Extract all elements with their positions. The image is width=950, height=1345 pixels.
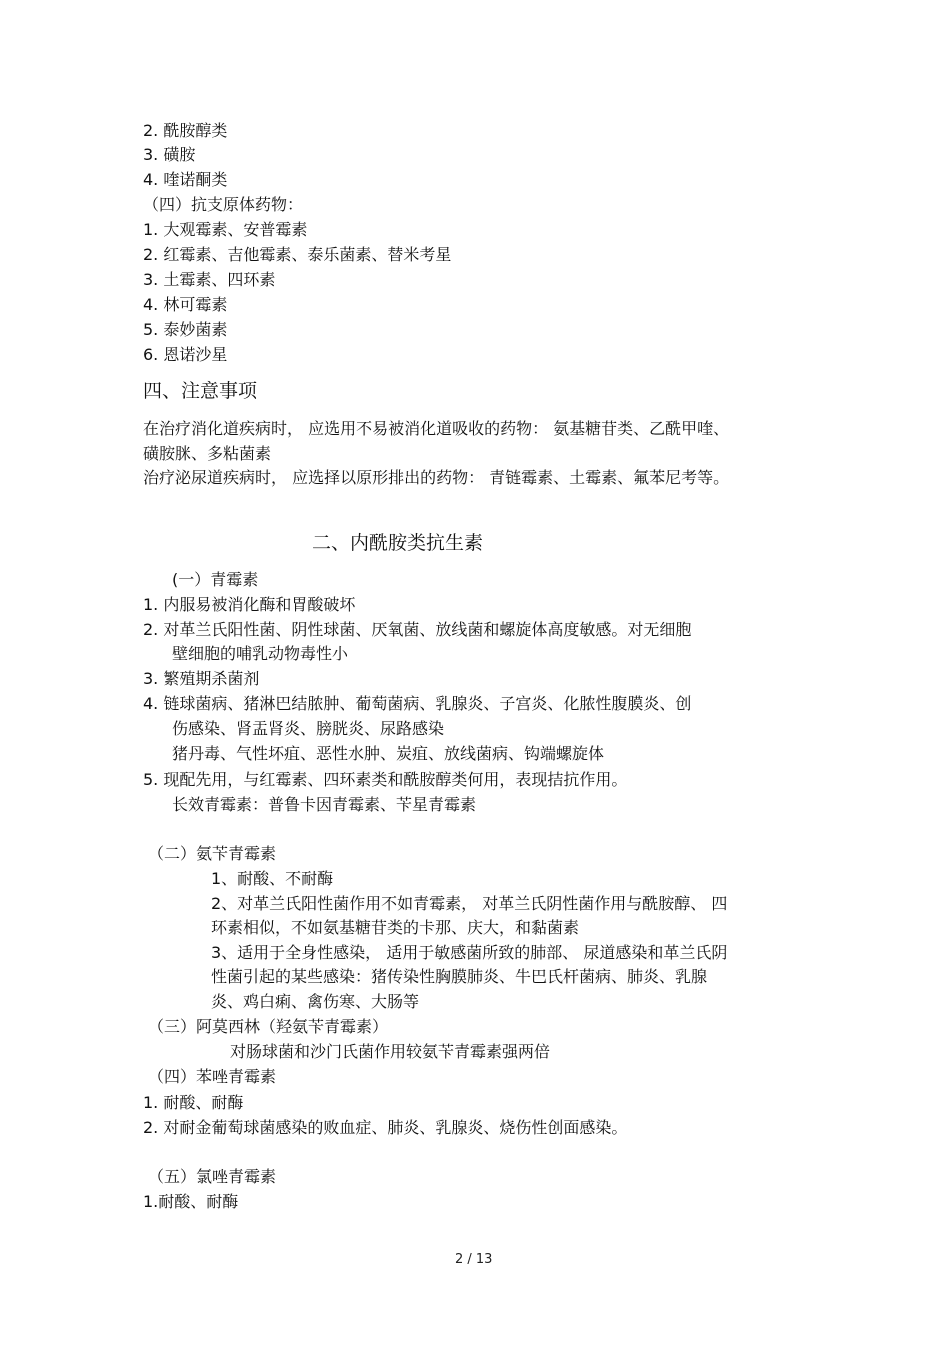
subsection-title: （四）抗支原体药物： [143, 195, 304, 214]
list-item: 5. 现配先用，与红霉素、四环素类和酰胺醇类何用，表现拮抗作用。 [143, 770, 628, 789]
list-item: 2. 对耐金葡萄球菌感染的败血症、肺炎、乳腺炎、烧伤性创面感染。 [143, 1118, 628, 1137]
note-line: 磺胺脒、多粘菌素 [143, 444, 272, 463]
subsection-title: （五）氯唑青霉素 [148, 1167, 277, 1186]
list-item: 2. 酰胺醇类 [143, 121, 228, 140]
list-item-continuation: 伤感染、肾盂肾炎、膀胱炎、尿路感染 [172, 719, 445, 738]
list-item: 4. 林可霉素 [143, 295, 228, 314]
list-item: 2. 红霉素、吉他霉素、泰乐菌素、替米考星 [143, 245, 452, 264]
list-item: 3. 磺胺 [143, 145, 196, 164]
list-item: 2. 对革兰氏阳性菌、阴性球菌、厌氧菌、放线菌和螺旋体高度敏感。对无细胞 [143, 620, 692, 639]
list-item: 1、耐酸、不耐酶 [211, 869, 334, 888]
list-item-continuation: 壁细胞的哺乳动物毒性小 [172, 644, 349, 663]
list-item: 3. 土霉素、四环素 [143, 270, 276, 289]
list-item: 3. 繁殖期杀菌剂 [143, 669, 260, 688]
list-item-continuation: 猪丹毒、气性坏疽、恶性水肿、炭疽、放线菌病、钩端螺旋体 [172, 744, 605, 763]
note-line: 治疗泌尿道疾病时， 应选择以原形排出的药物： 青链霉素、土霉素、氟苯尼考等。 [143, 468, 730, 487]
list-item: 1. 大观霉素、安普霉素 [143, 220, 308, 239]
subsection-title: （二）氨苄青霉素 [148, 844, 277, 863]
list-item: 1. 内服易被消化酶和胃酸破坏 [143, 595, 356, 614]
list-item: 4. 喹诺酮类 [143, 170, 228, 189]
page-number: 2 / 13 [455, 1252, 493, 1267]
list-item: 1.耐酸、耐酶 [143, 1192, 239, 1211]
list-item: 6. 恩诺沙星 [143, 345, 228, 364]
subsection-title: (一）青霉素 [172, 570, 259, 589]
subsection-title: （三）阿莫西林（羟氨苄青霉素） [148, 1017, 389, 1036]
list-item: 1. 耐酸、耐酶 [143, 1093, 244, 1112]
note-line: 在治疗消化道疾病时， 应选用不易被消化道吸收的药物： 氨基糖苷类、乙酰甲喹、 [143, 419, 730, 438]
subsection-title: （四）苯唑青霉素 [148, 1067, 277, 1086]
list-item: 2、对革兰氏阳性菌作用不如青霉素， 对革兰氏阴性菌作用与酰胺醇、 四 [211, 894, 728, 913]
list-item: 3、适用于全身性感染， 适用于敏感菌所致的肺部、 尿道感染和革兰氏阴 [211, 943, 728, 962]
list-item-continuation: 性菌引起的某些感染：猪传染性胸膜肺炎、牛巴氏杆菌病、肺炎、乳腺 [211, 967, 708, 986]
list-item-continuation: 环素相似，不如氨基糖苷类的卡那、庆大，和黏菌素 [211, 918, 580, 937]
list-item-continuation: 长效青霉素：普鲁卡因青霉素、苄星青霉素 [172, 795, 477, 814]
section-heading-notes: 四、注意事项 [143, 380, 258, 402]
list-item: 4. 链球菌病、猪淋巴结脓肿、葡萄菌病、乳腺炎、子宫炎、化脓性腹膜炎、创 [143, 694, 692, 713]
list-item: 5. 泰妙菌素 [143, 320, 228, 339]
list-item: 对肠球菌和沙门氏菌作用较氨苄青霉素强两倍 [230, 1042, 551, 1061]
list-item-continuation: 炎、鸡白痢、禽伤寒、大肠等 [211, 992, 420, 1011]
section-heading-beta-lactam: 二、内酰胺类抗生素 [312, 532, 484, 554]
